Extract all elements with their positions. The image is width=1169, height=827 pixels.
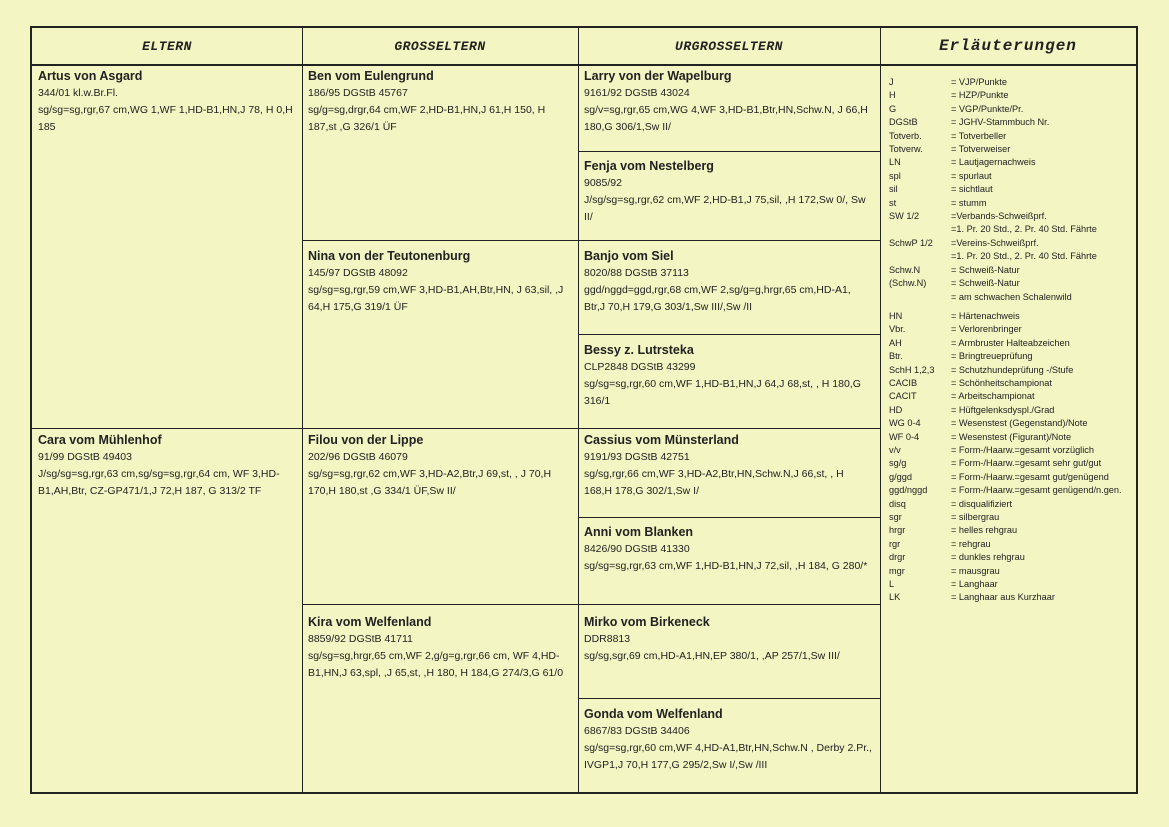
- legend-description: = stumm: [951, 197, 987, 208]
- legend-abbreviation: Btr.: [889, 351, 903, 362]
- legend-description: = Lautjagernachweis: [951, 157, 1036, 168]
- legend-abbreviation: DGStB: [889, 117, 918, 128]
- header-parents: ELTERN: [32, 28, 302, 66]
- legend-abbreviation: [885, 223, 951, 236]
- legend-row: [885, 223, 1135, 236]
- legend-abbreviation: hrgr: [889, 525, 906, 536]
- row-divider: [578, 240, 880, 241]
- dog-details: sg/sg=sg,rgr,62 cm,WF 3,HD-A2,Btr,J 69,st, , J 70,H 170,H 180,st ,G 334/1 ÜF,Sw II/: [308, 468, 552, 497]
- legend-description: =1. Pr. 20 Std., 2. Pr. 40 Std. Fährte: [951, 251, 1097, 262]
- legend-abbreviation: L: [889, 579, 895, 590]
- legend-row: [885, 237, 1135, 250]
- legend-description: = Bringtreueprüfung: [951, 351, 1033, 362]
- legend-description: = Schweiß-Natur: [951, 278, 1020, 289]
- legend-abbreviation: mgr: [889, 565, 905, 576]
- dog-name: Fenja vom Nestelberg: [584, 159, 714, 173]
- pedigree-table: [30, 26, 1138, 794]
- legend-abbreviation: Totverb.: [889, 130, 922, 141]
- header-grandparents: GROSSELTERN: [302, 28, 578, 66]
- legend-description: =1. Pr. 20 Std., 2. Pr. 40 Std. Fährte: [951, 224, 1097, 235]
- legend-description: = HZP/Punkte: [951, 90, 1009, 101]
- dog-name: Gonda vom Welfenland: [584, 707, 723, 721]
- legend-row: [885, 291, 1135, 304]
- legend-row: [885, 390, 1135, 403]
- dog-name: Filou von der Lippe: [308, 433, 424, 447]
- dog-name: Mirko vom Birkeneck: [584, 615, 710, 629]
- row-divider: [578, 517, 880, 518]
- legend-description: = Form-/Haarw.=gesamt gut/genügend: [951, 471, 1109, 482]
- legend-abbreviation: [885, 291, 951, 304]
- legend-description: = Schutzhundeprüfung -/Stufe: [951, 364, 1074, 375]
- dog-details: sg/sg=sg,rgr,59 cm,WF 3,HD-B1,AH,Btr,HN, J 63,sil, ,J 64,H 175,G 319/1 ÜF: [308, 284, 564, 313]
- dog-registration: 9191/93 DGStB 42751: [584, 451, 690, 463]
- dog-details: sg/sg=sg,rgr,67 cm,WG 1,WF 1,HD-B1,HN,J 78, H 0,H 185: [38, 104, 293, 133]
- legend-description: =Vereins-Schweißprf.: [951, 237, 1039, 248]
- legend-description: = Wesenstest (Figurant)/Note: [951, 431, 1072, 442]
- dog-registration: 344/01 kl.w.Br.Fl.: [38, 87, 118, 99]
- dog-name: Cara vom Mühlenhof: [38, 433, 162, 447]
- legend-description: = Härtenachweis: [951, 310, 1020, 321]
- legend-abbreviation: v/v: [889, 444, 901, 455]
- legend-row: [885, 116, 1135, 129]
- legend-abbreviation: J: [889, 77, 894, 87]
- legend-abbreviation: sgr: [889, 512, 902, 522]
- legend-row: [885, 471, 1135, 484]
- legend-abbreviation: HD: [889, 404, 903, 415]
- dog-registration: 145/97 DGStB 48092: [308, 267, 408, 279]
- legend-description: = Form-/Haarw.=gesamt vorzüglich: [951, 444, 1094, 455]
- legend-row: [885, 524, 1135, 537]
- legend-row: [885, 130, 1135, 143]
- legend-description: = Totverweiser: [951, 144, 1011, 155]
- legend-description: = VGP/Punkte/Pr.: [951, 103, 1024, 114]
- legend-description: = mausgrau: [951, 565, 1000, 576]
- legend-description: = Form-/Haarw.=gesamt genügend/n.gen.: [951, 485, 1122, 496]
- parent-sire: [32, 68, 302, 136]
- legend-abbreviation: [885, 250, 951, 263]
- legend-row: [885, 551, 1135, 564]
- dog-name: Larry von der Wapelburg: [584, 69, 732, 83]
- legend-description: = Schönheitschampionat: [951, 377, 1052, 388]
- legend-description: = rehgrau: [951, 538, 991, 549]
- legend-row: [885, 377, 1135, 390]
- legend-row: [885, 350, 1135, 363]
- legend-description: = spurlaut: [951, 170, 992, 181]
- legend-abbreviation: WG 0-4: [889, 418, 921, 429]
- legend-abbreviation: sil: [889, 184, 898, 195]
- parent-dam: [32, 432, 302, 500]
- dog-details: sg/sg=sg,hrgr,65 cm,WF 2,g/g=g,rgr,66 cm, WF 4,HD-B1,HN,J 63,spl, ,J 65,st, ,H 180, H 184,G 274/3,G 61/0: [308, 650, 564, 679]
- legend-row: [885, 76, 1135, 89]
- legend-description: = Armbruster Halteabzeichen: [951, 337, 1070, 348]
- row-divider: [32, 428, 578, 429]
- legend-row: [885, 578, 1135, 591]
- legend-row: [885, 89, 1135, 102]
- dog-registration: 8859/92 DGStB 41711: [308, 633, 413, 645]
- dog-details: J/sg/sg=sg,rgr,63 cm,sg/sg=sg,rgr,64 cm, WF 3,HD-B1,AH,Btr, CZ-GP471/1,J 72,H 187, G 313/2 TF: [38, 468, 280, 497]
- legend-description: = JGHV-Stammbuch Nr.: [951, 117, 1050, 128]
- legend-row: [885, 170, 1135, 183]
- legend-row: [885, 364, 1135, 377]
- row-divider: [578, 151, 880, 152]
- great-grandparent-5: [578, 432, 880, 500]
- row-divider: [578, 604, 880, 605]
- legend-abbreviation: LN: [889, 157, 901, 168]
- dog-registration: 186/95 DGStB 45767: [308, 87, 408, 99]
- legend-abbreviation: SW 1/2: [889, 211, 920, 222]
- legend-description: = dunkles rehgrau: [951, 552, 1025, 563]
- legend-abbreviation: Totverw.: [889, 144, 923, 155]
- dog-details: sg/sg,sgr,69 cm,HD-A1,HN,EP 380/1, ,AP 257/1,Sw III/: [584, 650, 840, 662]
- dog-registration: CLP2848 DGStB 43299: [584, 361, 696, 373]
- great-grandparent-1: [578, 68, 880, 136]
- legend-abbreviation: Vbr.: [889, 324, 906, 335]
- legend-row: [885, 538, 1135, 551]
- dog-registration: 9161/92 DGStB 43024: [584, 87, 690, 99]
- dog-registration: 202/96 DGStB 46079: [308, 451, 408, 463]
- dog-name: Nina von der Teutonenburg: [308, 249, 471, 263]
- legend-row: [885, 277, 1135, 290]
- legend-row: [885, 323, 1135, 336]
- legend-description: = Form-/Haarw.=gesamt sehr gut/gut: [951, 458, 1102, 469]
- legend-abbreviation: H: [889, 90, 896, 101]
- legend-description: =Verbands-Schweißprf.: [951, 211, 1047, 222]
- legend-abbreviation: Schw.N: [889, 264, 921, 275]
- legend-row: [885, 197, 1135, 210]
- dog-name: Banjo vom Siel: [584, 249, 674, 263]
- legend-abbreviation: AH: [889, 337, 902, 348]
- legend-row: [885, 210, 1135, 223]
- legend-abbreviation: g/ggd: [889, 471, 912, 482]
- legend-abbreviation: SchwP 1/2: [889, 237, 933, 248]
- grandparent-2: [302, 248, 578, 316]
- dog-details: J/sg/sg=sg,rgr,62 cm,WF 2,HD-B1,J 75,sil, ,H 172,Sw 0/, Sw II/: [584, 194, 866, 223]
- legend-description: = Langhaar aus Kurzhaar: [951, 592, 1055, 603]
- legend-row: [885, 444, 1135, 457]
- legend-row: [885, 417, 1135, 430]
- legend-row: [885, 591, 1135, 604]
- dog-name: Kira vom Welfenland: [308, 615, 432, 629]
- legend-row: [885, 498, 1135, 511]
- dog-name: Anni vom Blanken: [584, 525, 694, 539]
- row-divider: [578, 428, 880, 429]
- legend-abbreviation: (Schw.N): [889, 278, 927, 289]
- legend-row: [885, 337, 1135, 350]
- legend-abbreviation: WF 0-4: [889, 431, 920, 442]
- grandparent-4: [302, 614, 578, 682]
- grandparent-1: [302, 68, 578, 136]
- dog-details: ggd/nggd=ggd,rgr,68 cm,WF 2,sg/g=g,hrgr,65 cm,HD-A1, Btr,J 70,H 179,G 303/1,Sw III/,Sw /II: [584, 284, 851, 313]
- legend-abbreviation: ggd/nggd: [889, 485, 928, 496]
- header-notes: Erläuterungen: [880, 28, 1136, 66]
- dog-registration: 8020/88 DGStB 37113: [584, 267, 689, 279]
- legend-abbreviation: CACIB: [889, 377, 918, 388]
- dog-name: Artus von Asgard: [38, 69, 143, 83]
- legend-description: = Totverbeller: [951, 130, 1007, 141]
- great-grandparent-2: [578, 158, 880, 226]
- dog-registration: DDR8813: [584, 633, 631, 645]
- legend-description: = disqualifiziert: [951, 498, 1013, 509]
- dog-name: Ben vom Eulengrund: [308, 69, 434, 83]
- legend-description: = Hüftgelenksdyspl./Grad: [951, 404, 1055, 415]
- legend-abbreviation: st: [889, 197, 897, 208]
- grandparent-3: [302, 432, 578, 500]
- great-grandparent-8: [578, 706, 880, 774]
- legend-row: [885, 183, 1135, 196]
- column-divider: [880, 28, 881, 792]
- legend-row: [885, 404, 1135, 417]
- dog-details: sg/v=sg,rgr,65 cm,WG 4,WF 3,HD-B1,Btr,HN,Schw.N, J 66,H 180,G 306/1,Sw II/: [584, 104, 868, 133]
- legend-abbreviation: LK: [889, 592, 901, 603]
- dog-registration: 6867/83 DGStB 34406: [584, 725, 690, 737]
- row-divider: [302, 240, 578, 241]
- dog-details: sg/g=sg,drgr,64 cm,WF 2,HD-B1,HN,J 61,H 150, H 187,st ,G 326/1 ÜF: [308, 104, 546, 133]
- legend-abbreviation: drgr: [889, 552, 906, 563]
- legend-abbreviation: rgr: [889, 538, 901, 549]
- dog-details: sg/sg=sg,rgr,63 cm,WF 1,HD-B1,HN,J 72,sil, ,H 184, G 280/*: [584, 560, 868, 572]
- legend-description: = helles rehgrau: [951, 525, 1018, 536]
- legend-description: = Langhaar: [951, 579, 998, 590]
- legend-description: = silbergrau: [951, 512, 1000, 522]
- great-grandparent-6: [578, 524, 880, 575]
- dog-registration: 9085/92: [584, 177, 622, 189]
- legend-abbreviation: G: [889, 103, 897, 114]
- dog-details: sg/sg=sg,rgr,60 cm,WF 1,HD-B1,HN,J 64,J 68,st, , H 180,G 316/1: [584, 378, 861, 407]
- legend-row: [885, 143, 1135, 156]
- dog-name: Bessy z. Lutrsteka: [584, 343, 694, 357]
- great-grandparent-4: [578, 342, 880, 410]
- legend-row: [885, 484, 1135, 497]
- legend-abbreviation: HN: [889, 310, 903, 321]
- legend-description: = Wesenstest (Gegenstand)/Note: [951, 418, 1088, 429]
- great-grandparent-3: [578, 248, 880, 316]
- legend: [885, 76, 1135, 605]
- legend-abbreviation: SchH 1,2,3: [889, 364, 935, 375]
- legend-row: [885, 457, 1135, 470]
- legend-abbreviation: disq: [889, 498, 906, 509]
- legend-description: = Arbeitschampionat: [951, 391, 1035, 402]
- legend-row: [885, 250, 1135, 263]
- row-divider: [578, 334, 880, 335]
- legend-description: = sichtlaut: [951, 184, 993, 195]
- legend-abbreviation: spl: [889, 170, 901, 181]
- legend-row: [885, 103, 1135, 116]
- legend-description: = Verlorenbringer: [951, 324, 1022, 335]
- legend-row: [885, 310, 1135, 323]
- row-divider: [302, 604, 578, 605]
- dog-name: Cassius vom Münsterland: [584, 433, 739, 447]
- legend-row: [885, 431, 1135, 444]
- legend-row: [885, 511, 1135, 524]
- header-great-grandparents: URGROSSELTERN: [578, 28, 880, 66]
- legend-row: [885, 565, 1135, 578]
- row-divider: [578, 698, 880, 699]
- legend-row: [885, 264, 1135, 277]
- great-grandparent-7: [578, 614, 880, 665]
- dog-registration: 91/99 DGStB 49403: [38, 451, 132, 463]
- dog-details: sg/sg,rgr,66 cm,WF 3,HD-A2,Btr,HN,Schw.N,J 66,st, , H 168,H 178,G 302/1,Sw I/: [584, 468, 844, 497]
- legend-description: = am schwachen Schalenwild: [951, 291, 1072, 302]
- legend-description: = Schweiß-Natur: [951, 264, 1020, 275]
- legend-row: [885, 156, 1135, 169]
- dog-details: sg/sg=sg,rgr,60 cm,WF 4,HD-A1,Btr,HN,Schw.N , Derby 2.Pr., IVGP1,J 70,H 177,G 295/2,Sw I/,Sw /III: [584, 742, 872, 771]
- legend-abbreviation: sg/g: [889, 458, 907, 469]
- dog-registration: 8426/90 DGStB 41330: [584, 543, 690, 555]
- legend-description: = VJP/Punkte: [951, 77, 1007, 87]
- column-divider: [578, 28, 579, 792]
- legend-abbreviation: CACIT: [889, 391, 917, 402]
